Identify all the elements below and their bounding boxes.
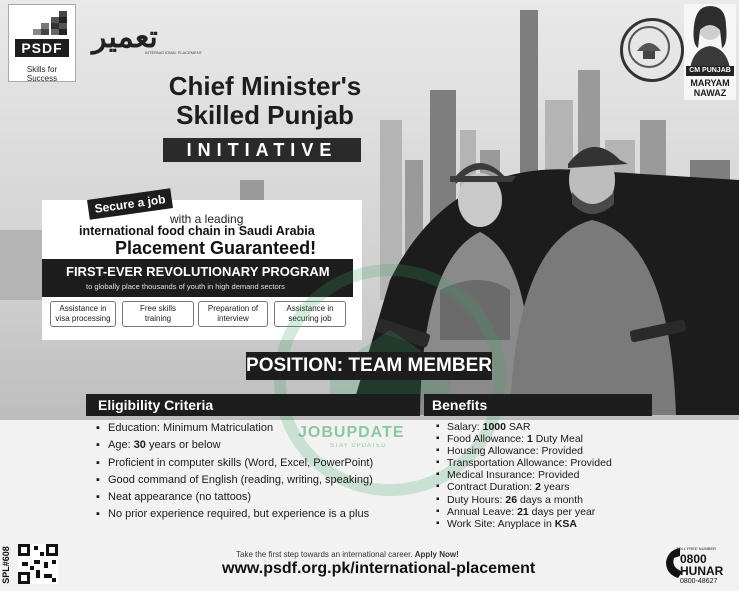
benefit-item: ▪ Transportation Allowance: Provided	[436, 457, 726, 469]
hunar-phone-number[interactable]: 0800-48627	[680, 578, 718, 585]
position-banner	[246, 352, 492, 380]
tollfree-label: TOLL FREE NUMBER	[676, 546, 717, 551]
benefit-item: ▪ Contract Duration: 2 years	[436, 481, 726, 493]
tameer-logo: تعمیر	[92, 20, 158, 55]
benefit-item: ▪ Food Allowance: 1 Duty Meal	[436, 433, 726, 445]
watermark-subtext: STAY UPDATED	[330, 443, 387, 449]
hunar-line-2: HUNAR	[680, 564, 724, 578]
title-line-2: Skilled Punjab	[176, 100, 354, 130]
initiative-banner: INITIATIVE	[163, 138, 361, 162]
eligibility-item: ▪ Good command of English (reading, writing, speaking)	[96, 472, 426, 489]
placement-url-link[interactable]: www.psdf.org.pk/international-placement	[222, 560, 536, 577]
cm-portrait-icon	[684, 4, 736, 68]
seal-icon	[623, 21, 675, 73]
chip-visa: Assistance in visa processing	[50, 301, 116, 327]
chip-training: Free skills training	[122, 301, 194, 327]
program-title: FIRST-EVER REVOLUTIONARY PROGRAM	[66, 264, 330, 279]
spl-reference: SPL#608	[1, 546, 11, 584]
call-to-action-text: Take the first step towards an international career.	[236, 550, 415, 559]
qr-code-icon	[18, 544, 58, 584]
call-to-action	[236, 550, 459, 559]
position-label: POSITION:	[246, 355, 344, 376]
apply-now-text: Apply Now!	[414, 550, 459, 559]
hunar-line-1: 0800	[680, 552, 707, 566]
chip-securing-job: Assistance in securing job	[274, 301, 346, 327]
benefit-item: ▪ Work Site: Anyplace in KSA	[436, 518, 726, 530]
secure-job-tag: Secure a job	[87, 188, 173, 219]
eligibility-item: ▪ Age: 30 years or below	[96, 437, 426, 454]
qr-code[interactable]	[18, 544, 58, 584]
eligibility-item: ▪ Neat appearance (no tattoos)	[96, 489, 426, 506]
benefit-item: ▪ Annual Leave: 21 days per year	[436, 506, 726, 518]
psdf-tagline: Skills for Success	[26, 65, 58, 83]
cm-name-first: MARYAM	[690, 78, 730, 88]
benefit-item: ▪ Salary: 1000 SAR	[436, 421, 726, 433]
benefit-item: ▪ Medical Insurance: Provided	[436, 469, 726, 481]
eligibility-list	[96, 420, 426, 524]
cm-name-last: NAWAZ	[693, 88, 727, 98]
punjab-govt-seal	[620, 18, 684, 82]
title-line-1: Chief Minister's	[168, 71, 362, 101]
with-leading-text: with a leading	[170, 212, 244, 226]
eligibility-heading: Eligibility Criteria	[86, 394, 420, 416]
benefit-item: ▪ Housing Allowance: Provided	[436, 445, 726, 457]
psdf-logo-text: PSDF	[15, 39, 69, 57]
position-value: TEAM MEMBER	[348, 355, 492, 376]
chip-interview: Preparation of interview	[198, 301, 268, 327]
benefits-list	[436, 421, 726, 530]
eligibility-item: ▪ Proficient in computer skills (Word, Excel, PowerPoint)	[96, 455, 426, 472]
eligibility-item: ▪ Education: Minimum Matriculation	[96, 420, 426, 437]
food-chain-text: international food chain in Saudi Arabia	[79, 224, 315, 238]
program-subtitle: to globally place thousands of youth in high demand sectors	[86, 282, 285, 291]
psdf-logo	[8, 4, 76, 82]
eligibility-item: ▪ No prior experience required, but experience is a plus	[96, 506, 426, 523]
placement-guaranteed: Placement Guaranteed!	[115, 238, 317, 258]
benefits-heading: Benefits	[424, 394, 652, 416]
watermark-text: JOBUPDATE	[298, 424, 405, 441]
tameer-subtitle: INTERNATIONAL PLACEMENT	[145, 50, 203, 55]
psdf-logo-icon	[33, 11, 69, 37]
benefit-item: ▪ Duty Hours: 26 days a month	[436, 494, 726, 506]
cm-punjab-label: CM PUNJAB	[686, 66, 734, 76]
